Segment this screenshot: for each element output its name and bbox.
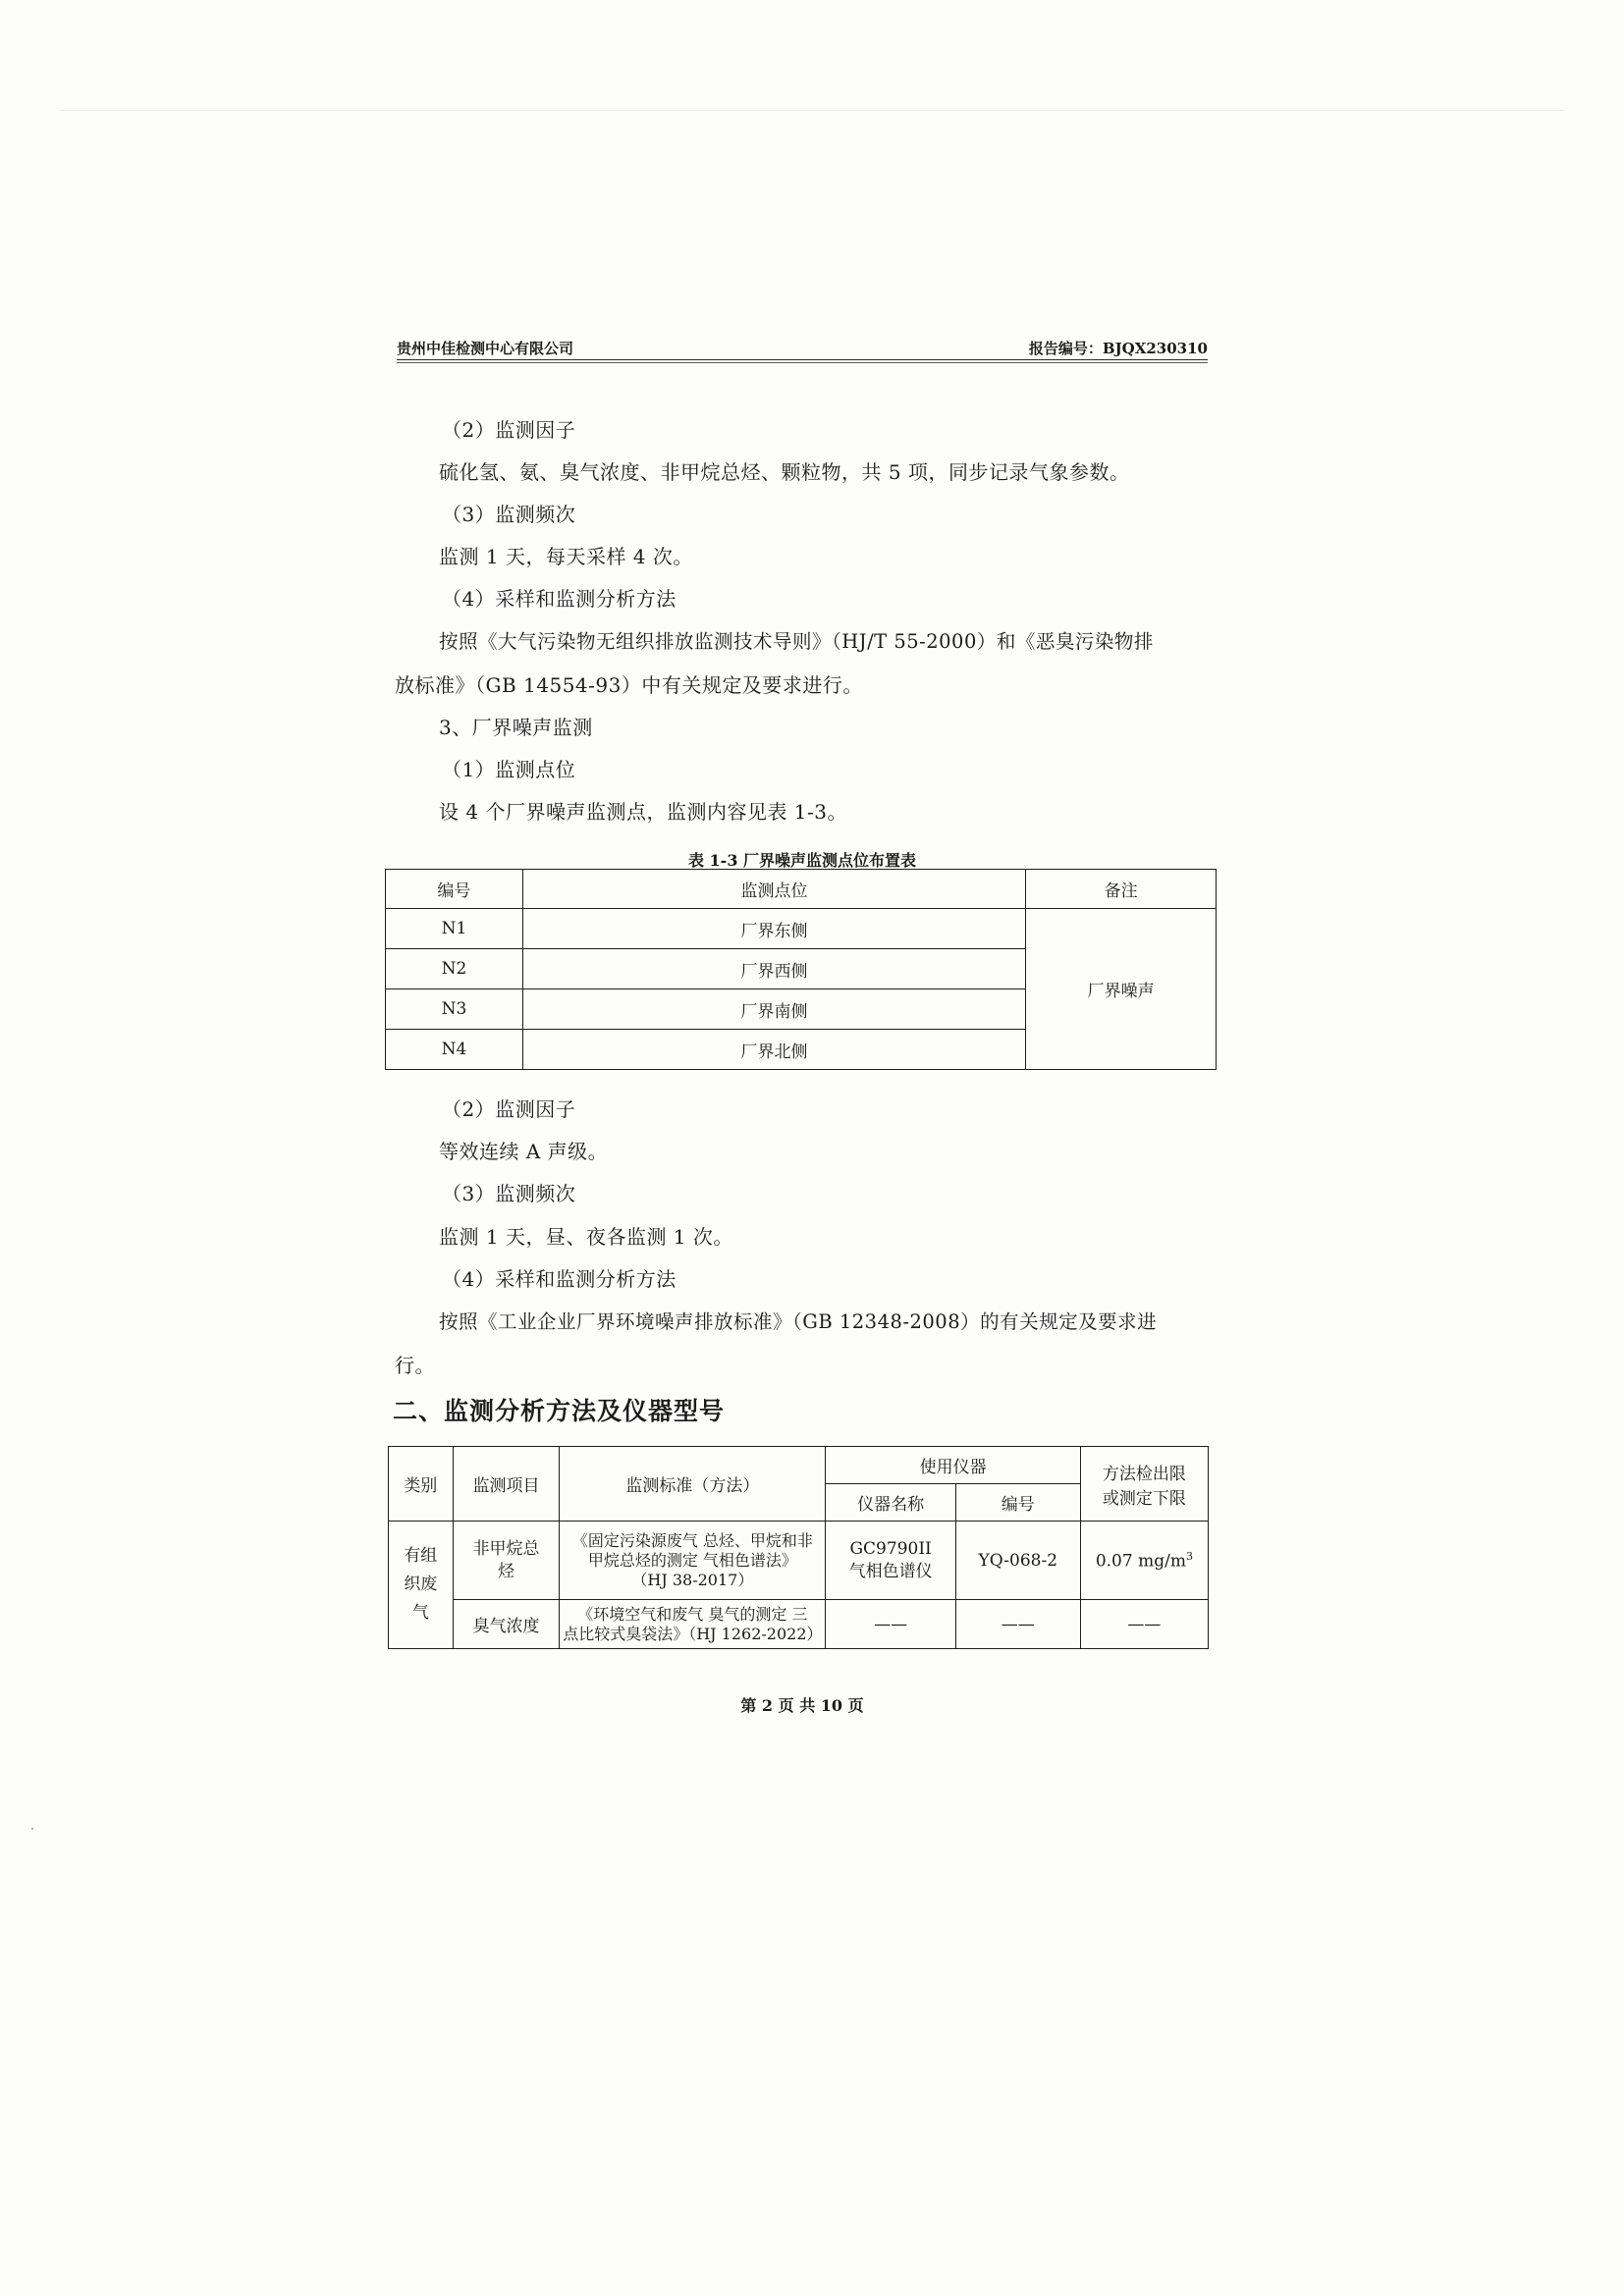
column-header-item: 监测项目 — [453, 1447, 560, 1522]
instrument-name-cell: —— — [826, 1600, 955, 1649]
paragraph-line: 监测 1 天，昼、夜各监测 1 次。 — [439, 1225, 733, 1249]
paragraph-line: （3）监测频次 — [442, 1182, 576, 1205]
column-header-standard: 监测标准（方法） — [560, 1447, 826, 1522]
column-header-instrument-name: 仪器名称 — [826, 1484, 955, 1522]
column-header-limit: 方法检出限 或测定下限 — [1080, 1447, 1208, 1522]
instrument-no-cell: —— — [955, 1600, 1080, 1649]
category-cell: 有组 织废 气 — [389, 1522, 454, 1649]
section-heading: 二、监测分析方法及仪器型号 — [393, 1397, 726, 1425]
paragraph-line: （2）监测因子 — [442, 418, 576, 442]
column-header-instrument: 使用仪器 — [826, 1447, 1080, 1484]
column-header-category: 类别 — [389, 1447, 454, 1522]
scan-edge — [59, 110, 1565, 111]
table-header-row — [389, 1447, 1209, 1484]
point-location: 厂界西侧 — [522, 949, 1025, 989]
point-id: N3 — [386, 989, 523, 1030]
instrument-no-cell: YQ-068-2 — [955, 1522, 1080, 1600]
item-cell: 非甲烷总 烃 — [453, 1522, 560, 1600]
header-rule — [397, 359, 1208, 360]
point-location: 厂界北侧 — [522, 1030, 1025, 1070]
page-footer: 第 2 页 共 10 页 — [740, 1696, 864, 1715]
column-header: 备注 — [1026, 870, 1217, 909]
standard-cell: 《环境空气和废气 臭气的测定 三 点比较式臭袋法》（HJ 1262-2022） — [560, 1600, 826, 1649]
table-row — [389, 1522, 1209, 1600]
item-cell: 臭气浓度 — [453, 1600, 560, 1649]
report-number: 报告编号：BJQX230310 — [1028, 340, 1208, 357]
paragraph-line: （4）采样和监测分析方法 — [442, 587, 677, 611]
paragraph-line: （2）监测因子 — [442, 1097, 576, 1121]
column-header: 监测点位 — [522, 870, 1025, 909]
point-id: N4 — [386, 1030, 523, 1070]
table-row — [386, 909, 1217, 949]
paragraph-line: 监测 1 天，每天采样 4 次。 — [439, 545, 693, 568]
company-name: 贵州中佳检测中心有限公司 — [397, 340, 574, 357]
scan-speck — [31, 1828, 33, 1830]
methods-table — [388, 1446, 1209, 1649]
page-header — [397, 338, 1208, 359]
table-header-row — [386, 870, 1217, 909]
point-id: N2 — [386, 949, 523, 989]
paragraph-line: 设 4 个厂界噪声监测点，监测内容见表 1-3。 — [439, 800, 848, 824]
paragraph-line: 3、厂界噪声监测 — [439, 716, 593, 739]
point-location: 厂界东侧 — [522, 909, 1025, 949]
point-id: N1 — [386, 909, 523, 949]
paragraph-line: （4）采样和监测分析方法 — [442, 1267, 677, 1291]
paragraph-line: 放标准》（GB 14554-93）中有关规定及要求进行。 — [395, 673, 863, 697]
instrument-name-cell: GC9790II 气相色谱仪 — [826, 1522, 955, 1600]
table-caption: 表 1-3 厂界噪声监测点位布置表 — [687, 851, 917, 870]
paragraph-line: 按照《大气污染物无组织排放监测技术导则》（HJ/T 55-2000）和《恶臭污染物排 — [439, 630, 1154, 653]
table-row — [389, 1600, 1209, 1649]
noise-points-table — [385, 869, 1217, 1070]
point-location: 厂界南侧 — [522, 989, 1025, 1030]
paragraph-line: 硫化氢、氨、臭气浓度、非甲烷总烃、颗粒物，共 5 项，同步记录气象参数。 — [439, 460, 1130, 484]
paragraph-line: 等效连续 A 声级。 — [439, 1140, 609, 1163]
column-header: 编号 — [386, 870, 523, 909]
remark-cell: 厂界噪声 — [1026, 909, 1217, 1070]
paragraph-line: 行。 — [395, 1354, 435, 1377]
paragraph-line: （3）监测频次 — [442, 503, 576, 526]
standard-cell: 《固定污染源废气 总烃、甲烷和非 甲烷总烃的测定 气相色谱法》 （HJ 38-2017） — [560, 1522, 826, 1600]
limit-cell: —— — [1080, 1600, 1208, 1649]
limit-cell: 0.07 $mg/m^3$ — [1080, 1522, 1208, 1600]
column-header-instrument-no: 编号 — [955, 1484, 1080, 1522]
paragraph-line: （1）监测点位 — [442, 758, 576, 781]
paragraph-line: 按照《工业企业厂界环境噪声排放标准》（GB 12348-2008）的有关规定及要求进 — [439, 1310, 1158, 1333]
header-rule-thin — [397, 362, 1208, 363]
